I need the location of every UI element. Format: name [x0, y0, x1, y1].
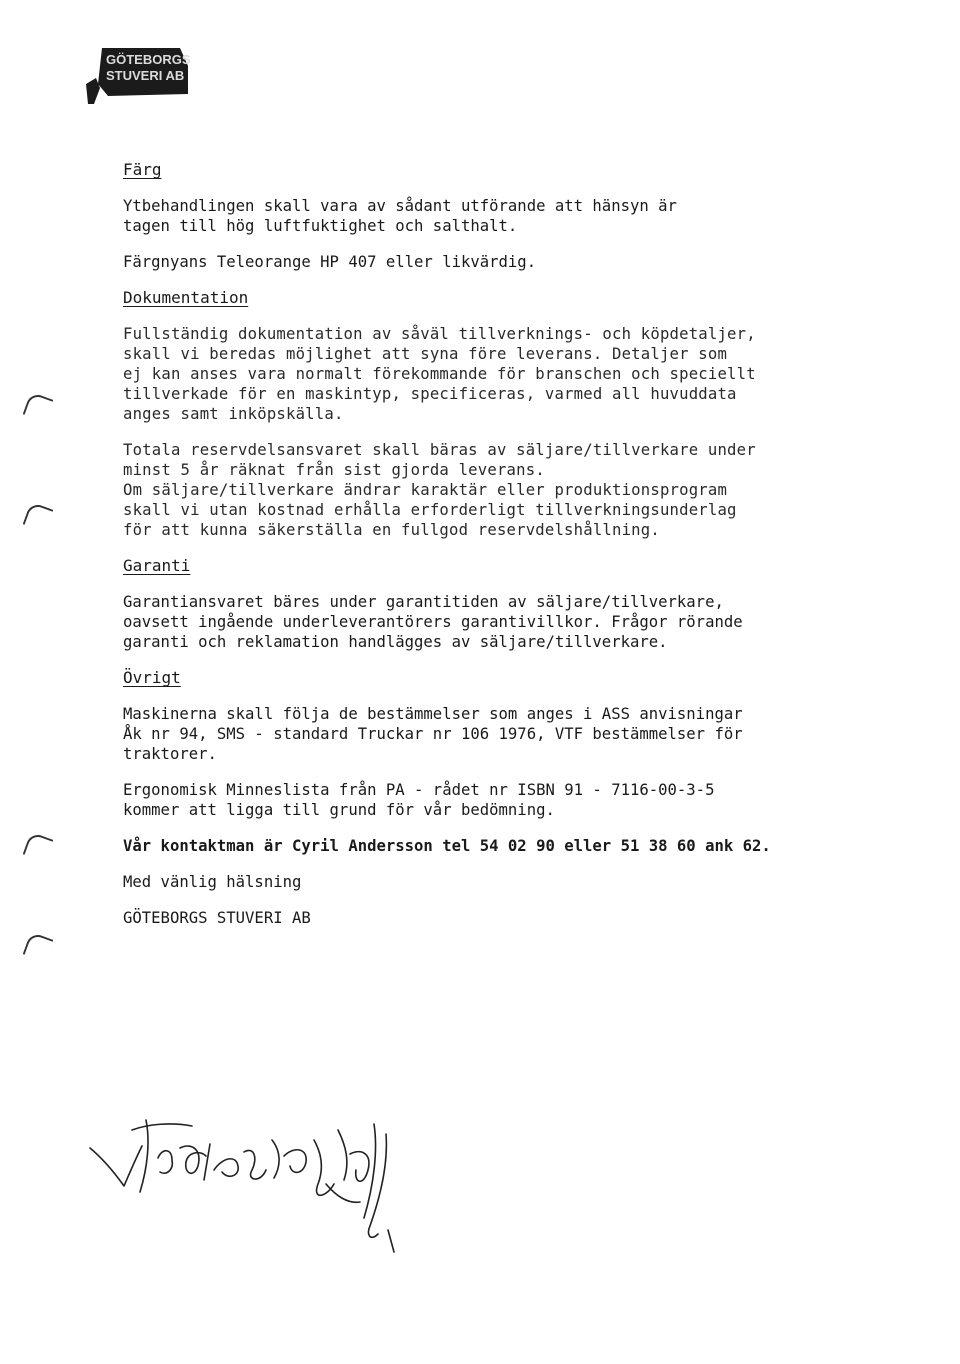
- text-line: för att kunna säkerställa en fullgod reservdelshållning.: [123, 521, 660, 539]
- punch-hole-mark: [23, 932, 54, 963]
- text-line: Ytbehandlingen skall vara av sådant utförande att hänsyn är: [123, 197, 677, 215]
- paragraph: [123, 252, 863, 272]
- contact-paragraph: [123, 836, 863, 856]
- company-logo: [84, 44, 194, 106]
- text-line: Maskinerna skall följa de bestämmelser som anges i ASS anvisningar: [123, 705, 743, 723]
- text-line: tagen till hög luftfuktighet och salthalt.: [123, 217, 518, 235]
- handwritten-signature: [88, 1100, 468, 1260]
- paragraph: [123, 592, 863, 652]
- text-line: Färgnyans Teleorange HP 407 eller likvärdig.: [123, 253, 537, 271]
- paragraph: [123, 780, 863, 820]
- punch-hole-mark: [23, 502, 54, 533]
- text-line: traktorer.: [123, 745, 217, 763]
- text-line: anges samt inköpskälla.: [123, 405, 344, 423]
- punch-hole-mark: [23, 832, 54, 863]
- text-line: Ergonomisk Minneslista från PA - rådet nr ISBN 91 - 7116-00-3-5: [123, 781, 715, 799]
- text-line: Om säljare/tillverkare ändrar karaktär eller produktionsprogram: [123, 481, 728, 499]
- closing-company: GÖTEBORGS STUVERI AB: [123, 909, 311, 927]
- paragraph: [123, 196, 863, 236]
- section-heading-farg: Färg: [123, 160, 162, 179]
- section-heading-dokumentation: Dokumentation: [123, 288, 249, 307]
- text-line: minst 5 år räknat från sist gjorda leverans.: [123, 461, 545, 479]
- punch-hole-mark: [23, 392, 54, 423]
- text-line: Fullständig dokumentation av såväl tillverknings- och köpdetaljer,: [123, 325, 756, 343]
- text-line: skall vi utan kostnad erhålla erforderligt tillverkningsunderlag: [123, 501, 737, 519]
- logo-line-1: GÖTEBORGS: [106, 52, 191, 67]
- signature-icon: [88, 1100, 468, 1260]
- text-line: Åk nr 94, SMS - standard Truckar nr 106 1976, VTF bestämmelser för: [123, 725, 743, 743]
- paragraph: [123, 324, 863, 424]
- closing-greeting: Med vänlig hälsning: [123, 873, 302, 891]
- text-line: skall vi beredas möjlighet att syna före leverans. Detaljer som: [123, 345, 728, 363]
- paragraph: [123, 704, 863, 764]
- logo-line-2: STUVERI AB: [106, 68, 185, 83]
- section-heading-garanti: Garanti: [123, 556, 191, 575]
- text-line: oavsett ingående underleverantörers garantivillkor. Frågor rörande: [123, 613, 743, 631]
- text-line: garanti och reklamation handlägges av säljare/tillverkare.: [123, 633, 668, 651]
- text-line: Totala reservdelsansvaret skall bäras av säljare/tillverkare under: [123, 441, 756, 459]
- text-line: tillverkade för en maskintyp, specificeras, varmed all huvuddata: [123, 385, 737, 403]
- text-line: Garantiansvaret bäres under garantitiden av säljare/tillverkare,: [123, 593, 724, 611]
- letter-body: [123, 160, 863, 944]
- text-line: Vår kontaktman är Cyril Andersson tel 54 02 90 eller 51 38 60 ank 62.: [123, 837, 771, 855]
- section-heading-ovrigt: Övrigt: [123, 668, 181, 687]
- stevedore-logo-icon: [84, 44, 194, 106]
- text-line: kommer att ligga till grund för vår bedömning.: [123, 801, 555, 819]
- paragraph: [123, 440, 863, 540]
- text-line: ej kan anses vara normalt förekommande för branschen och speciellt: [123, 365, 756, 383]
